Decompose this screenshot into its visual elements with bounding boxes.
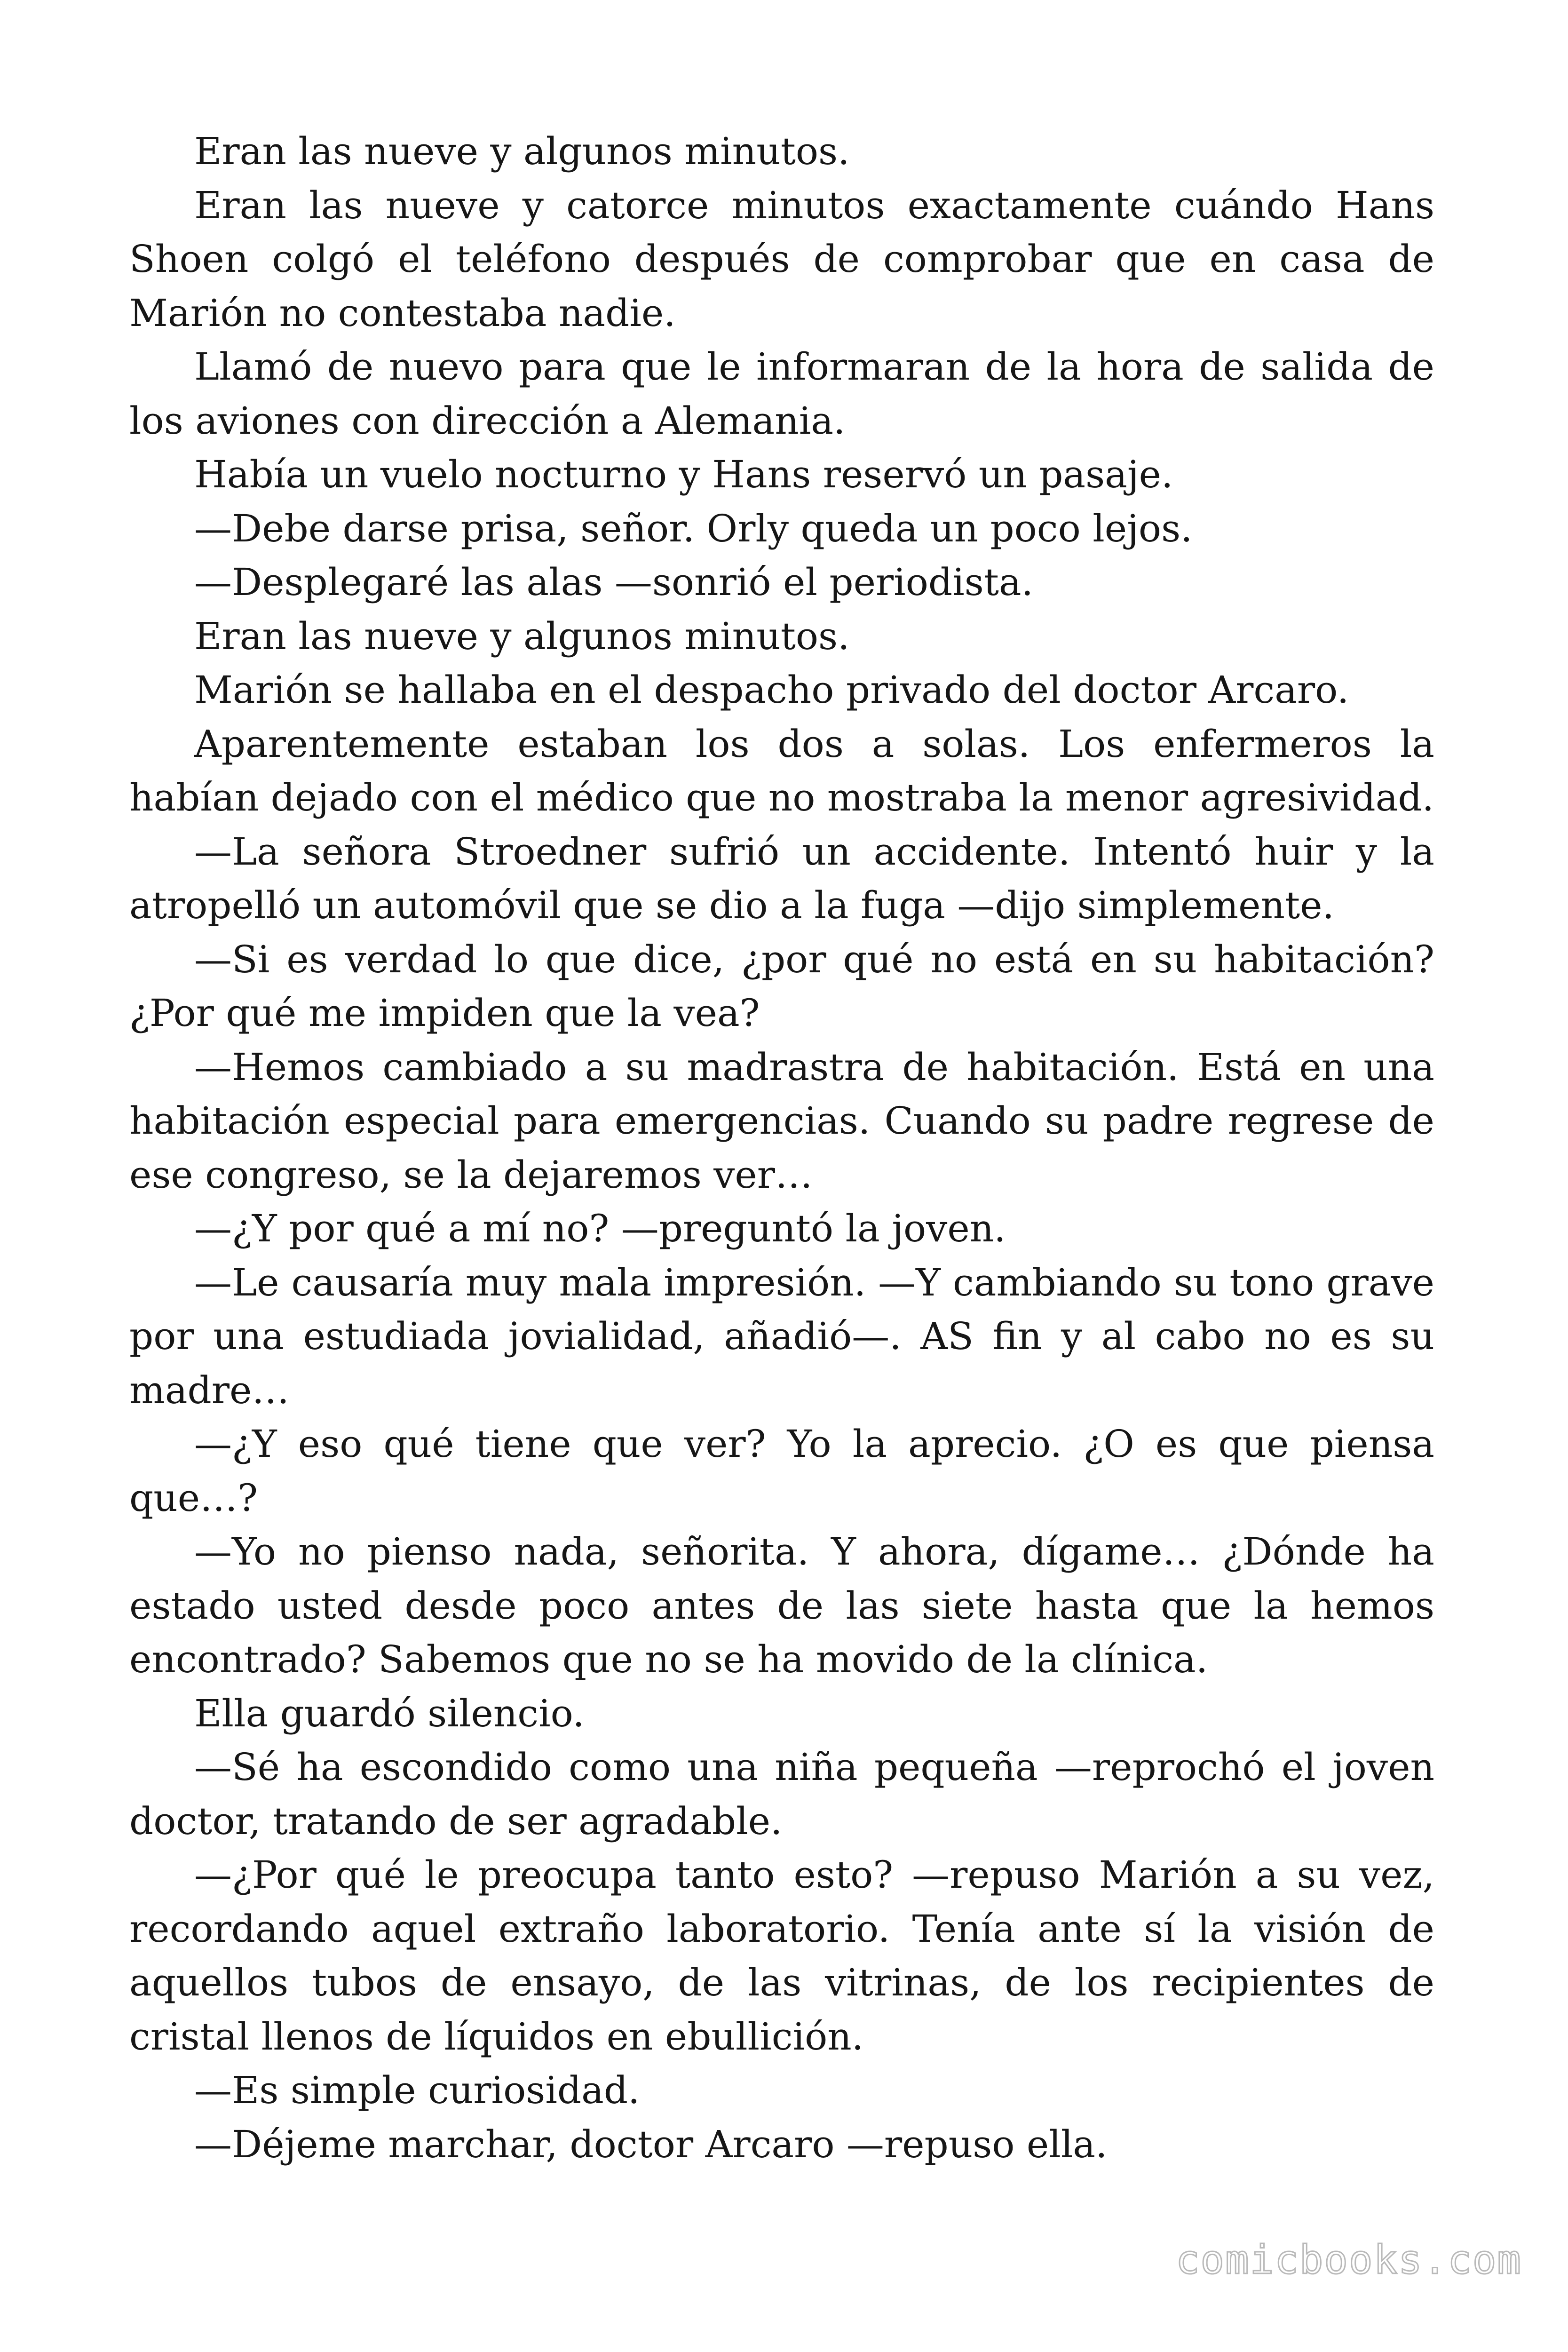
paragraph: —¿Por qué le preocupa tanto esto? —repuso Marión a su vez, recordando aquel extraño laboratorio. Tenía ante sí la visión de aquellos tubos de ensayo, de las vitrinas, de los recipientes de cristal llenos de líquidos en ebullición.	[129, 1853, 1434, 2058]
paragraph: —Desplegaré las alas —sonrió el periodista.	[194, 560, 1034, 604]
paragraph: Eran las nueve y catorce minutos exactamente cuándo Hans Shoen colgó el teléfono después de comprobar que en casa de Marión no contestaba nadie.	[129, 183, 1434, 335]
paragraph: —Si es verdad lo que dice, ¿por qué no está en su habitación? ¿Por qué me impiden que la vea?	[129, 937, 1434, 1035]
paragraph: —La señora Stroedner sufrió un accidente. Intentó huir y la atropelló un automóvil que se dio a la fuga —dijo simplemente.	[129, 829, 1434, 927]
paragraph: Eran las nueve y algunos minutos.	[194, 614, 850, 658]
paragraph: Aparentemente estaban los dos a solas. Los enfermeros la habían dejado con el médico que no mostraba la menor agresividad.	[129, 722, 1434, 819]
body-text	[129, 125, 1434, 2171]
paragraph: Llamó de nuevo para que le informaran de la hora de salida de los aviones con dirección a Alemania.	[129, 345, 1434, 443]
paragraph: —Sé ha escondido como una niña pequeña —reprochó el joven doctor, tratando de ser agradable.	[129, 1745, 1434, 1843]
paragraph: —Yo no pienso nada, señorita. Y ahora, dígame… ¿Dónde ha estado usted desde poco antes de las siete hasta que la hemos encontrado? Sabemos que no se ha movido de la clínica.	[129, 1530, 1434, 1681]
paragraph: —¿Y eso qué tiene que ver? Yo la aprecio. ¿O es que piensa que…?	[129, 1422, 1434, 1520]
paragraph: Ella guardó silencio.	[194, 1691, 585, 1735]
paragraph: Eran las nueve y algunos minutos.	[194, 129, 850, 173]
paragraph: —Déjeme marchar, doctor Arcaro —repuso ella.	[194, 2122, 1108, 2166]
paragraph: Marión se hallaba en el despacho privado del doctor Arcaro.	[194, 668, 1349, 712]
paragraph: —¿Y por qué a mí no? —preguntó la joven.	[194, 1207, 1006, 1250]
paragraph: —Le causaría muy mala impresión. —Y cambiando su tono grave por una estudiada jovialidad, añadió—. AS fin y al cabo no es su madre…	[129, 1260, 1434, 1412]
paragraph: —Debe darse prisa, señor. Orly queda un poco lejos.	[194, 506, 1193, 550]
paragraph: Había un vuelo nocturno y Hans reservó un pasaje.	[194, 453, 1173, 496]
paragraph: —Hemos cambiado a su madrastra de habitación. Está en una habitación especial para emergencias. Cuando su padre regrese de ese congreso, se la dejaremos ver…	[129, 1045, 1434, 1197]
watermark: comicbooks.com	[1175, 2237, 1522, 2283]
paragraph: —Es simple curiosidad.	[194, 2068, 640, 2112]
